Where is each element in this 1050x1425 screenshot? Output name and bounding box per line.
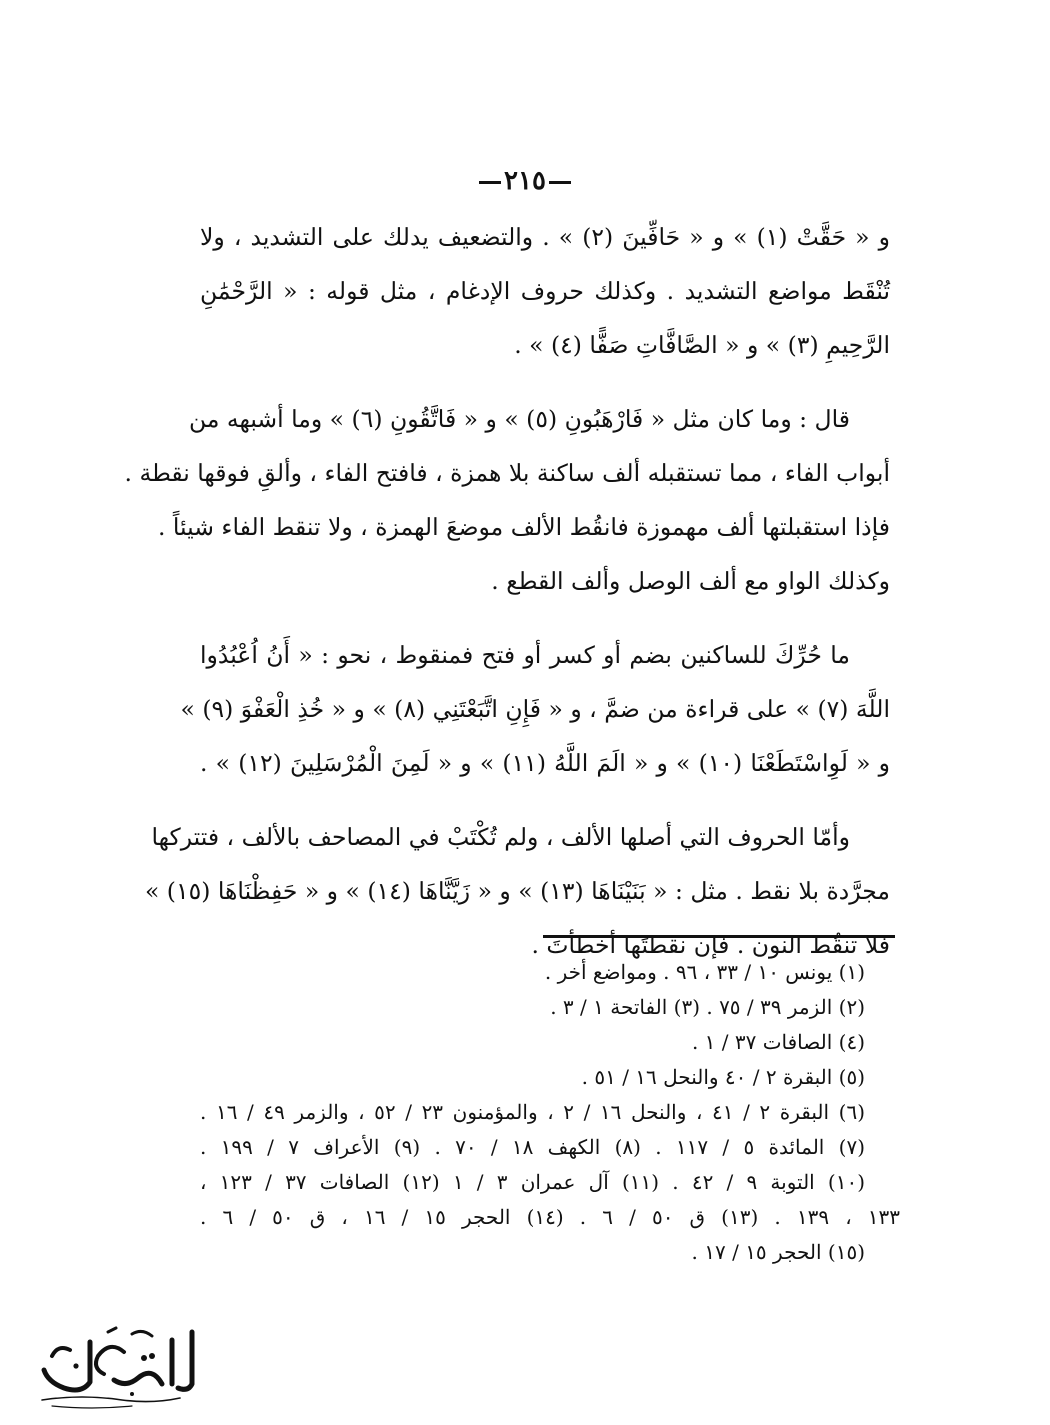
footnote: (٥) البقرة ٢ / ٤٠ والنحل ١٦ / ٥١ . — [581, 1065, 865, 1089]
page-number — [0, 166, 1050, 196]
text-line: فلا تنقُط النون . فإن نقطتَها أخطأتَ . — [531, 931, 890, 959]
footnote: ١٣٣ ، ١٣٩ . (١٣) ق ٥٠ / ٦ . (١٤) الحجر ١٥ / ١٦ ، ق ٥٠ / ٦ . — [200, 1205, 900, 1229]
footnote: (٦) البقرة ٢ / ٤١ ، والنحل ١٦ / ٢ ، والمؤمنون ٢٣ / ٥٢ ، والزمر ٤٩ / ١٦ . — [200, 1100, 866, 1124]
footnote: (٧) المائدة ٥ / ١١٧ . (٨) الكهف ١٨ / ٧٠ . (٩) الأعراف ٧ / ١٩٩ . — [200, 1135, 866, 1159]
calligraphy-seal — [12, 1322, 212, 1414]
text-line: الرَّحِيمِ (٣) » و « الصَّافَّاتِ صَفًّا (٤) » . — [514, 331, 890, 359]
footnote: (١) يونس ١٠ / ٣٣ ، ٩٦ . ومواضع أخر . — [544, 960, 865, 984]
paragraph-3 — [180, 628, 890, 790]
footnote: (١٥) الحجر ١٥ / ١٧ . — [691, 1240, 865, 1264]
footnote: (١٠) التوبة ٩ / ٤٢ . (١١) آل عمران ٣ / ١ (١٢) الصافات ٣٧ / ١٢٣ ، — [200, 1170, 866, 1194]
text-line: و « حَقَّتْ (١) » و « حَافِّينَ (٢) » . والتضعيف يدلك على التشديد ، ولا — [200, 223, 890, 251]
text-line: فإذا استقبلتها ألف مهموزة فانقُط الألف موضعَ الهمزة ، ولا تنقط الفاء شيئاً . — [157, 513, 890, 541]
paragraph-2 — [124, 392, 890, 608]
footnote: (٤) الصافات ٣٧ / ١ . — [691, 1030, 865, 1054]
text-line: أبواب الفاء ، مما تستقبله ألف ساكنة بلا همزة ، فافتح الفاء ، وألقِ فوقها نقطة . — [124, 459, 890, 487]
text-line: تُنْقَط مواضع التشديد . وكذلك حروف الإدغام ، مثل قوله : « الرَّحْمَٰنِ — [200, 277, 890, 305]
footnote-separator — [543, 935, 895, 938]
page-number-text: ٢١٥ — [504, 166, 546, 196]
text-line: قال : وما كان مثل « فَارْهَبُونِ (٥) » و « فَاتَّقُونِ (٦) » وما أشبهه من — [188, 405, 850, 433]
text-line: ما حُرِّكَ للساكنين بضم أو كسر أو فتح فمنقوط ، نحو : « أَنُ اُعْبُدُوا — [200, 641, 850, 669]
text-line: اللَّهَ (٧) » على قراءة من ضمَّ ، و « فَإِنِ اتَّبَعْتَنِي (٨) » و « خُذِ الْعَفْوَ (٩) » — [180, 695, 890, 723]
text-line: وأمّا الحروف التي أصلها الألف ، ولم تُكْتَبْ في المصاحف بالألف ، فتتركها — [151, 823, 850, 851]
footnotes — [200, 955, 900, 1270]
paragraph-1 — [200, 210, 890, 372]
text-line: و « لَوِاسْتَطَعْنَا (١٠) » و « الَمَ اللَّهُ (١١) » و « لَمِنَ الْمُرْسَلِينَ (١٢) » . — [200, 749, 890, 777]
text-line: مجرَّدة بلا نقط . مثل : « بَنَيْنَاهَا (١٣) » و « زَيَّنَّاهَا (١٤) » و « حَفِظْنَاهَا (١٥) » — [144, 877, 890, 905]
paragraph-4 — [144, 810, 890, 972]
footnote: (٢) الزمر ٣٩ / ٧٥ . (٣) الفاتحة ١ / ٣ . — [550, 995, 865, 1019]
text-line: وكذلك الواو مع ألف الوصل وألف القطع . — [491, 567, 890, 595]
main-text — [124, 210, 890, 992]
page-number-dash — [549, 181, 571, 184]
page-number-dash — [479, 181, 501, 184]
